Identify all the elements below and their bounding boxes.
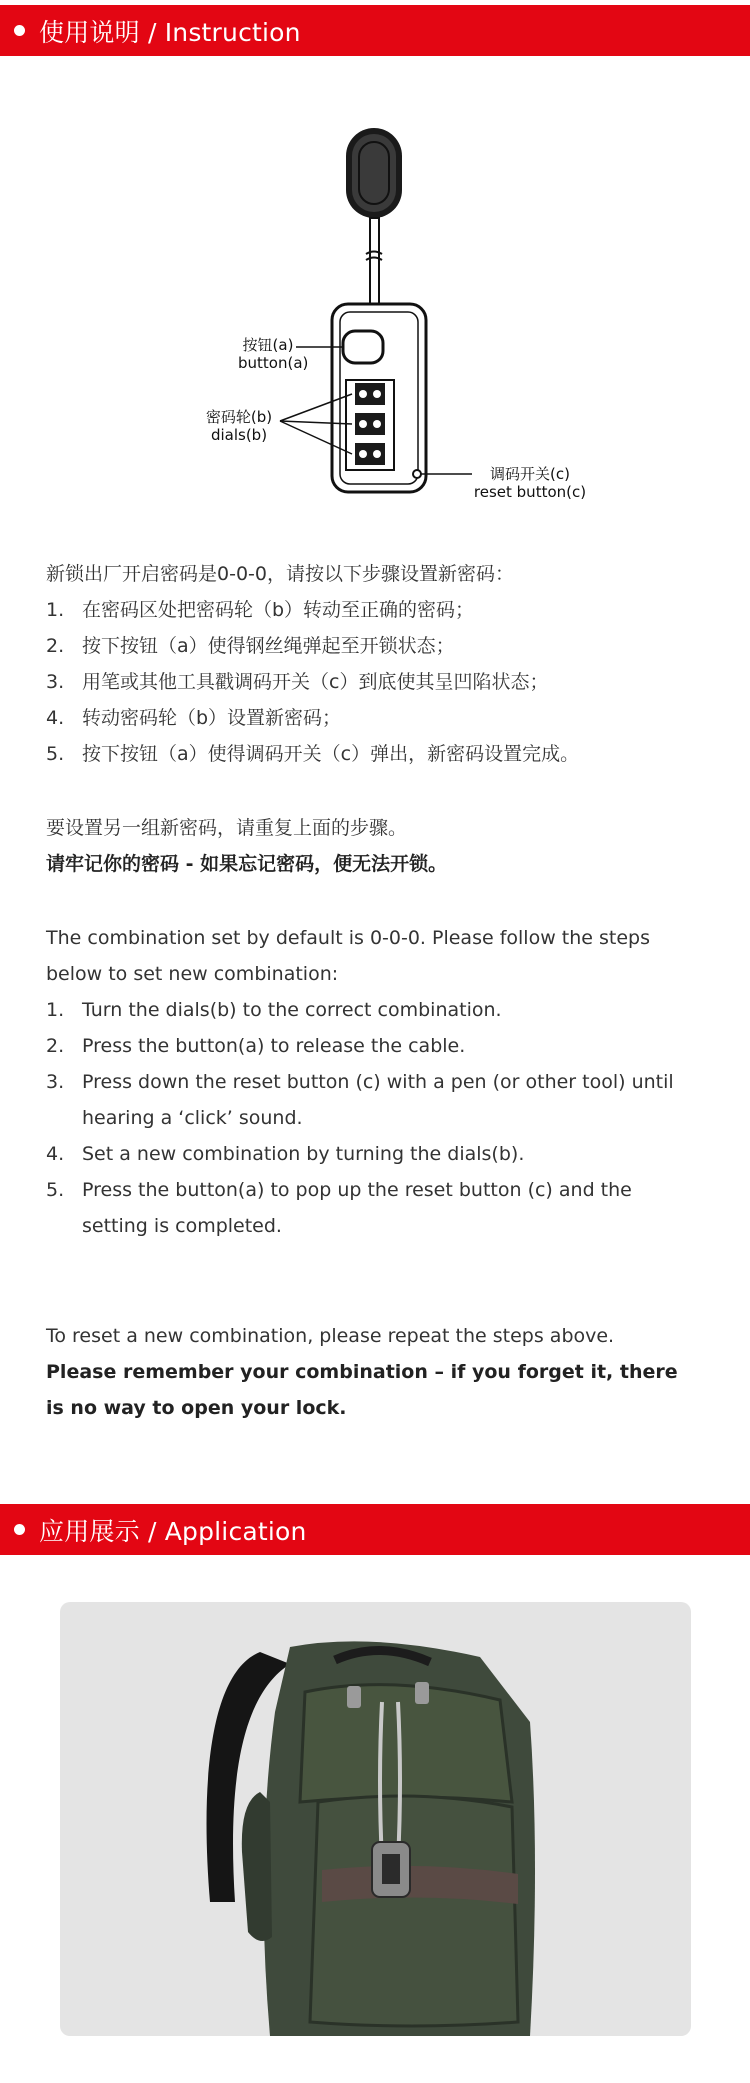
notes-en: [46, 1318, 696, 1426]
en-repeat: To reset a new combination, please repeat the steps above.: [46, 1325, 615, 1347]
step-number: 3.: [46, 1071, 65, 1093]
dials-b-label-zh: 密码轮(b): [205, 408, 273, 426]
bullet-dot: [14, 1524, 25, 1535]
zh-repeat: 要设置另一组新密码，请重复上面的步骤。: [46, 817, 408, 839]
step-text: 按下按钮（a）使得调码开关（c）弹出，新密码设置完成。: [82, 743, 580, 765]
section-title: 应用展示 / Application: [39, 1516, 307, 1546]
list-item: [46, 1136, 696, 1172]
list-item: [46, 1064, 696, 1136]
step-number: 3.: [46, 671, 65, 693]
list-item: [46, 1172, 696, 1244]
section-header-instruction: [0, 5, 750, 56]
reset-c-label-en: reset button(c): [473, 483, 587, 501]
dials-b-label: [200, 408, 278, 444]
backpack-image: [60, 1602, 691, 2036]
step-number: 2.: [46, 1035, 65, 1057]
list-item: [46, 664, 696, 700]
list-item: [46, 700, 696, 736]
step-text: 转动密码轮（b）设置新密码；: [82, 707, 342, 729]
zh-warning: 请牢记你的密码 - 如果忘记密码，便无法开锁。: [46, 853, 448, 875]
cable-lock-illustration: [180, 118, 620, 518]
button-a-label-zh: 按钮(a): [242, 336, 294, 354]
step-text: 按下按钮（a）使得钢丝绳弹起至开锁状态；: [82, 635, 455, 657]
reset-c-label-zh: 调码开关(c): [490, 465, 570, 483]
instructions-zh: [46, 556, 696, 772]
step-text: Press the button(a) to pop up the reset button (c) and the setting is completed.: [82, 1179, 632, 1237]
step-number: 4.: [46, 707, 65, 729]
step-text: Press down the reset button (c) with a pen (or other tool) until hearing a ‘click’ sound.: [82, 1071, 674, 1129]
step-text: 在密码区处把密码轮（b）转动至正确的密码；: [82, 599, 475, 621]
en-intro: The combination set by default is 0-0-0. Please follow the steps below to set new combination:: [46, 927, 650, 985]
list-item: [46, 992, 696, 1028]
step-number: 5.: [46, 1179, 65, 1201]
step-text: Press the button(a) to release the cable.: [82, 1035, 466, 1057]
step-text: Turn the dials(b) to the correct combination.: [82, 999, 502, 1021]
en-warning: Please remember your combination – if you forget it, there is no way to open your lock.: [46, 1361, 678, 1419]
button-a-label-en: button(a): [238, 354, 309, 372]
step-number: 5.: [46, 743, 65, 765]
step-number: 1.: [46, 999, 65, 1021]
reset-c-label: [464, 465, 596, 501]
notes-zh: [46, 810, 696, 882]
section-header-application: [0, 1504, 750, 1555]
instructions-en: [46, 920, 696, 1244]
list-item: [46, 628, 696, 664]
step-text: 用笔或其他工具戳调码开关（c）到底使其呈凹陷状态；: [82, 671, 549, 693]
bullet-dot: [14, 25, 25, 36]
lock-diagram: [180, 118, 620, 518]
list-item: [46, 1028, 696, 1064]
step-number: 4.: [46, 1143, 65, 1165]
dials-b-label-en: dials(b): [210, 426, 268, 444]
zh-intro: 新锁出厂开启密码是0-0-0，请按以下步骤设置新密码：: [46, 563, 514, 585]
step-text: Set a new combination by turning the dials(b).: [82, 1143, 525, 1165]
product-photo: [60, 1602, 691, 2036]
button-a-label: [238, 336, 309, 372]
step-number: 2.: [46, 635, 65, 657]
list-item: [46, 736, 696, 772]
section-title: 使用说明 / Instruction: [39, 17, 301, 47]
list-item: [46, 592, 696, 628]
step-number: 1.: [46, 599, 65, 621]
